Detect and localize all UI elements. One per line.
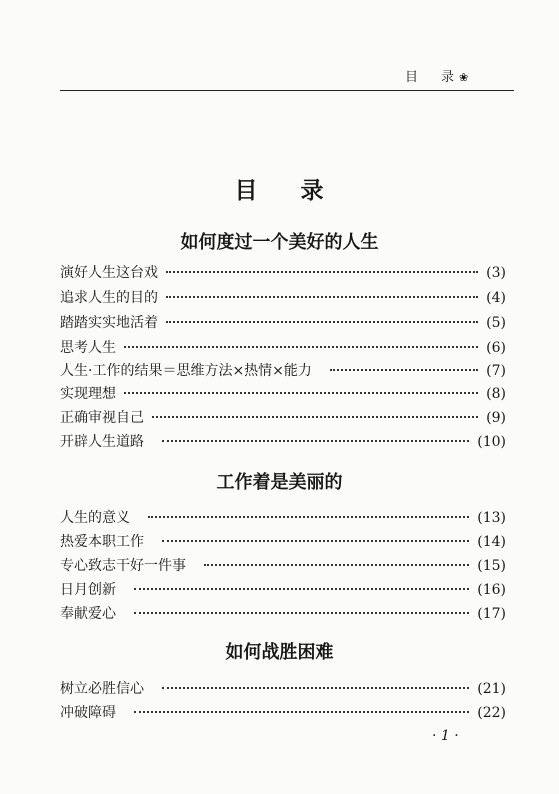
- toc-entry-page: (10): [477, 434, 506, 450]
- flower-ornament-icon: ❀: [459, 71, 470, 84]
- dot-leader: [134, 588, 469, 590]
- toc-entry[interactable]: [60, 678, 506, 700]
- toc-entry[interactable]: [60, 702, 506, 724]
- toc-entry-page: (21): [477, 681, 506, 697]
- dot-leader: [166, 321, 478, 323]
- toc-entry[interactable]: [60, 360, 506, 382]
- toc-entry[interactable]: [60, 287, 506, 309]
- toc-entry-page: (17): [477, 606, 506, 622]
- header-rule: [60, 90, 514, 91]
- toc-entry-label: 踏踏实实地活着: [60, 315, 158, 331]
- toc-entry-page: (3): [486, 265, 506, 281]
- toc-entry-label: 热爱本职工作: [60, 534, 144, 550]
- toc-entry-label: 人生·工作的结果＝思维方法×热情×能力: [60, 363, 312, 379]
- toc-entry-label: 正确审视自己: [60, 410, 144, 426]
- toc-entry[interactable]: [60, 507, 506, 529]
- toc-entry-label: 人生的意义: [60, 510, 130, 526]
- page-title-char-1: 目: [234, 178, 259, 204]
- toc-entry[interactable]: [60, 337, 506, 359]
- section-title: 工作着是美丽的: [216, 472, 343, 493]
- toc-entry-page: (8): [486, 386, 506, 402]
- toc-entry[interactable]: [60, 312, 506, 334]
- toc-entry[interactable]: [60, 555, 506, 577]
- running-head-char-2: 录: [441, 70, 456, 85]
- dot-leader: [166, 296, 478, 298]
- page-number: · 1 ·: [432, 728, 459, 744]
- toc-entry-label: 演好人生这台戏: [60, 265, 158, 281]
- page-title-char-2: 录: [300, 178, 325, 204]
- toc-entry[interactable]: [60, 431, 506, 453]
- dot-leader: [152, 416, 478, 418]
- toc-entry-label: 专心致志干好一件事: [60, 558, 186, 574]
- dot-leader: [166, 271, 478, 273]
- toc-entry[interactable]: [60, 531, 506, 553]
- toc-entry-label: 奉献爱心: [60, 606, 116, 622]
- dot-leader: [148, 516, 469, 518]
- toc-entry-label: 日月创新: [60, 582, 116, 598]
- toc-entry-label: 冲破障碍: [60, 705, 116, 721]
- dot-leader: [162, 440, 469, 442]
- toc-entry-page: (22): [477, 705, 506, 721]
- dot-leader: [162, 687, 469, 689]
- toc-entry[interactable]: [60, 262, 506, 284]
- section-title: 如何度过一个美好的人生: [180, 232, 379, 253]
- section-title: 如何战胜困难: [225, 642, 334, 663]
- dot-leader: [134, 612, 469, 614]
- toc-entry-page: (6): [486, 340, 506, 356]
- running-head: [405, 66, 469, 85]
- toc-entry-label: 实现理想: [60, 386, 116, 402]
- toc-entry-page: (9): [486, 410, 506, 426]
- dot-leader: [162, 540, 469, 542]
- running-head-char-1: 目: [405, 70, 420, 85]
- toc-entry-page: (5): [486, 315, 506, 331]
- toc-entry-page: (15): [477, 558, 506, 574]
- toc-entry-page: (7): [486, 363, 506, 379]
- toc-entry-label: 思考人生: [60, 340, 116, 356]
- dot-leader: [204, 564, 469, 566]
- dot-leader: [330, 369, 478, 371]
- toc-entry[interactable]: [60, 603, 506, 625]
- toc-entry-page: (16): [477, 582, 506, 598]
- toc-entry-page: (13): [477, 510, 506, 526]
- toc-entry-page: (4): [486, 290, 506, 306]
- toc-entry-label: 开辟人生道路: [60, 434, 144, 450]
- toc-entry-label: 树立必胜信心: [60, 681, 144, 697]
- toc-entry[interactable]: [60, 407, 506, 429]
- dot-leader: [124, 392, 478, 394]
- dot-leader: [124, 346, 478, 348]
- toc-entry-label: 追求人生的目的: [60, 290, 158, 306]
- toc-entry[interactable]: [60, 383, 506, 405]
- page-title: [0, 172, 559, 205]
- dot-leader: [134, 711, 469, 713]
- toc-entry[interactable]: [60, 579, 506, 601]
- toc-entry-page: (14): [477, 534, 506, 550]
